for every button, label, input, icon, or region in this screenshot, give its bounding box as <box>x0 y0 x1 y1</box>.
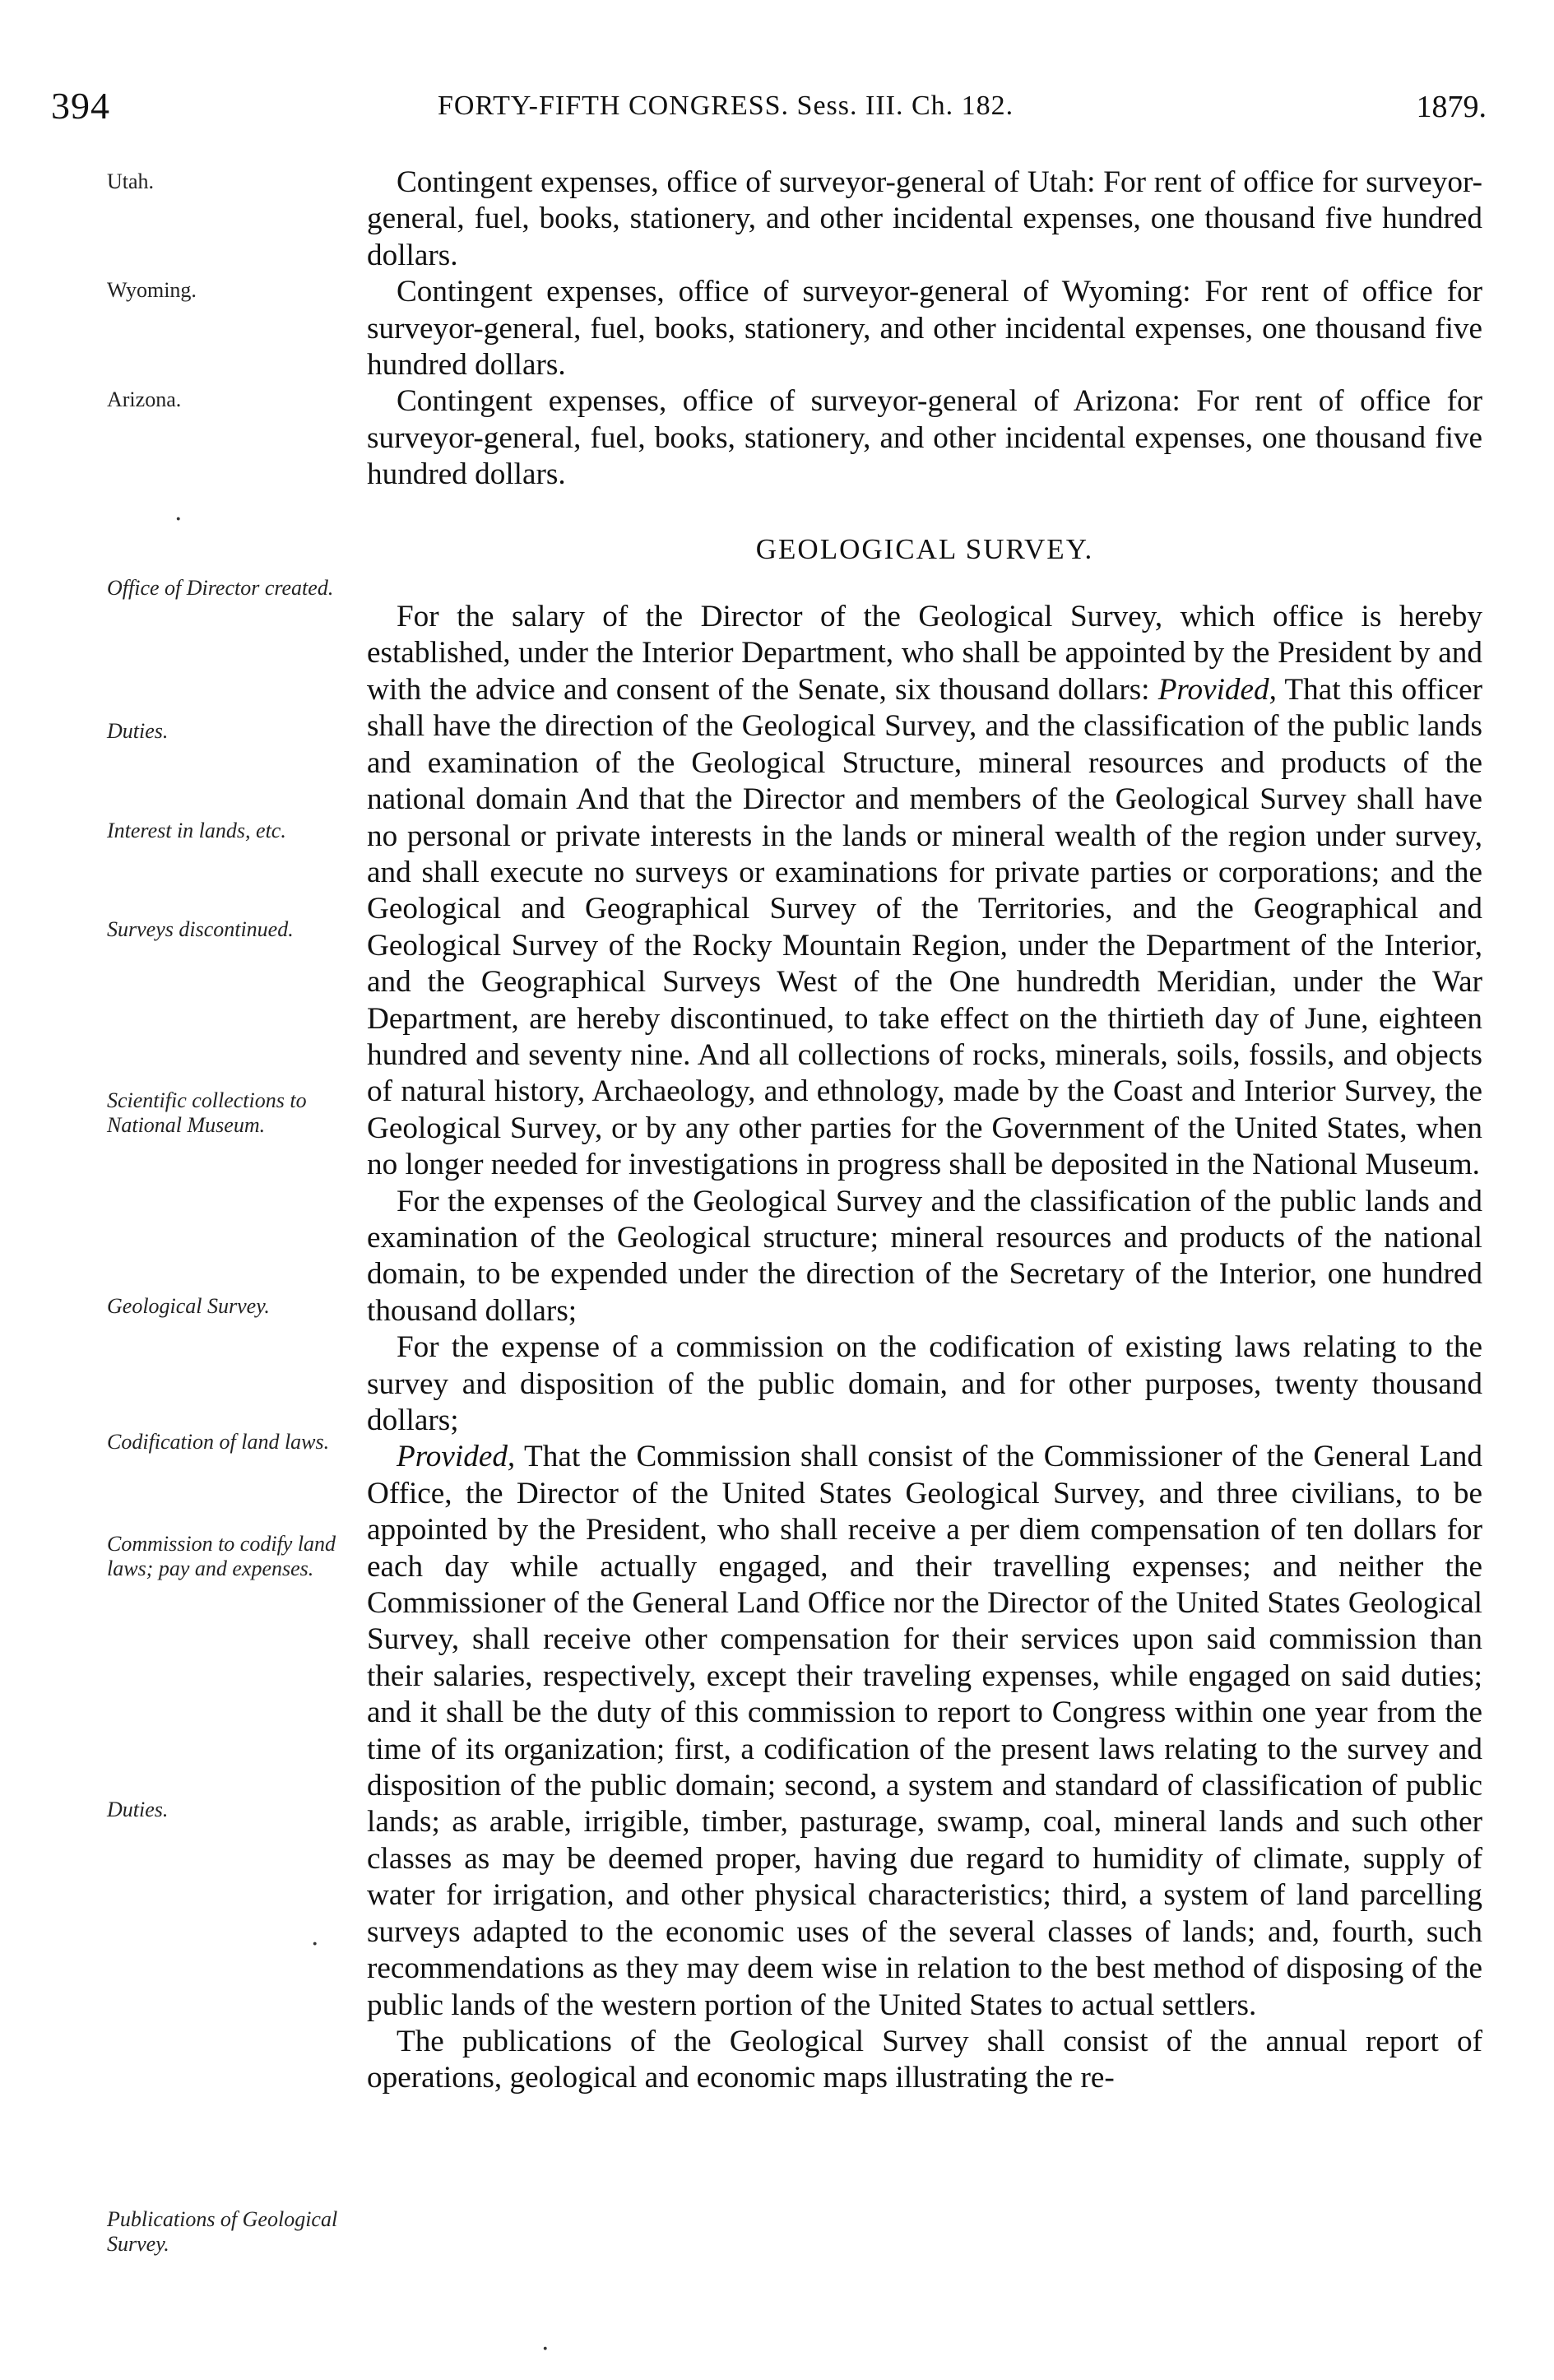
margin-note-interest-lands: Interest in lands, etc. <box>107 819 286 842</box>
paragraph-director <box>367 599 1482 1184</box>
stray-mark: · <box>541 2335 550 2364</box>
margin-note-scientific-collections: Scientific collections to National Museum. <box>107 1088 307 1137</box>
margin-note-office-director: Office of Director created. <box>107 576 334 600</box>
provided-keyword: Provided, <box>397 1440 516 1474</box>
paragraph-wyoming: Contingent expenses, office of surveyor-general of Wyoming: For rent of office for surveyor-general, fuel, books, stationery, and other incidental expenses, one thousand five hundred dollars. <box>367 275 1482 383</box>
running-head: FORTY-FIFTH CONGRESS. Sess. III. Ch. 182. <box>438 90 1014 121</box>
header-year: 1879. <box>1416 90 1487 124</box>
paragraph-arizona: Contingent expenses, office of surveyor-general of Arizona: For rent of office for surveyor-general, fuel, books, stationery, and other incidental expenses, one thousand five hundred dollars. <box>367 384 1482 492</box>
paragraph-expenses: For the expenses of the Geological Survey and the classification of the public lands and examination of the Geological structure; mineral resources and products of the national domain, to be expended under the direction of the Secretary of the Interior, one hundred thousand dollars; <box>367 1184 1482 1328</box>
margin-note-commission: Commission to codify land laws; pay and expenses. <box>107 1532 336 1580</box>
margin-note-surveys-discontinued: Surveys discontinued. <box>107 917 294 941</box>
margin-note-duties-2: Duties. <box>107 1798 169 1821</box>
commission-text: That the Commission shall consist of the Commissioner of the General Land Office, the Director of the United States Geological Survey, and three civilians, to be appointed by the President, who shall receive a per diem compensation of ten dollars for each day while actually engaged, and their travelling expenses; and neither the Commissioner of the General Land Office nor the Director of the United States Geological Survey, shall receive other compensation for their services upon said commission than their salaries, respectively, except their traveling expenses, while engaged on said duties; and it shall be the duty of this commission to report to Congress within one year from the time of its organization; first, a codification of the present laws relating to the survey and disposition of the public domain; second, a system and standard of classification of public lands; as arable, irrigible, timber, pasturage, swamp, coal, mineral lands and such other classes as may be deemed proper, having due regard to humidity of climate, supply of water for irrigation, and other physical characteristics; third, a system of land parcelling surveys adapted to the economic uses of the several classes of lands; and, fourth, such recommendations as they may deem wise in relation to the best method of disposing of the public lands of the western portion of the United States to actual settlers. <box>367 1440 1482 2022</box>
statute-body <box>367 165 1482 2097</box>
stray-mark: · <box>311 1930 319 1959</box>
margin-note-arizona: Arizona. <box>107 387 182 411</box>
paragraph-utah: Contingent expenses, office of surveyor-general of Utah: For rent of office for surveyor-general, fuel, books, stationery, and other incidental expenses, one thousand five hundred dollars. <box>367 165 1482 272</box>
director-text-b: That this officer shall have the direction of the Geological Survey, and the classification of the public lands and examination of the Geological Structure, mineral resources and products of the national domain And that the Director and members of the Geological Survey shall have no personal or private interests in the lands or mineral wealth of the region under survey, and shall execute no surveys or examinations for private parties or corporations; and the Geological and Geographical Survey of the Territories, and the Geographical and Geological Survey of the Rocky Mountain Region, under the Department of the Interior, and the Geographical Surveys West of the One hundredth Meridian, under the War Department, are hereby discontinued, to take effect on the thirtieth day of June, eighteen hundred and seventy nine. And all collections of rocks, minerals, soils, fossils, and objects of natural history, Archaeology, and ethnology, made by the Coast and Interior Survey, the Geological Survey, or by any other parties for the Government of the United States, when no longer needed for investigations in progress shall be deposited in the National Museum. <box>367 672 1483 1182</box>
section-heading: GEOLOGICAL SURVEY. <box>755 532 1094 565</box>
margin-note-geological-survey: Geological Survey. <box>107 1294 270 1318</box>
paragraph-codification: For the expense of a commission on the codification of existing laws relating to the survey and disposition of the public domain, and for other purposes, twenty thousand dollars; <box>367 1330 1482 1437</box>
provided-keyword: Provided, <box>1157 672 1277 707</box>
paragraph-commission <box>367 1439 1482 2024</box>
margin-note-publications: Publications of Geological Survey. <box>107 2207 338 2256</box>
paragraph-publications: The publications of the Geological Survey shall consist of the annual report of operations, geological and economic maps illustrating the re- <box>367 2024 1482 2095</box>
margin-note-codification: Codification of land laws. <box>107 1430 330 1454</box>
running-header <box>51 84 1487 133</box>
stray-mark: · <box>174 505 183 534</box>
margin-note-utah: Utah. <box>107 169 155 193</box>
page-number: 394 <box>51 85 110 127</box>
margin-note-duties: Duties. <box>107 719 169 743</box>
margin-note-wyoming: Wyoming. <box>107 278 197 302</box>
director-text-a: For the salary of the Director of the Geological Survey, which office is hereby established, under the Interior Department, who shall be appointed by the President by and with the advice and consent of the Senate, six thousand dollars: <box>367 600 1482 707</box>
